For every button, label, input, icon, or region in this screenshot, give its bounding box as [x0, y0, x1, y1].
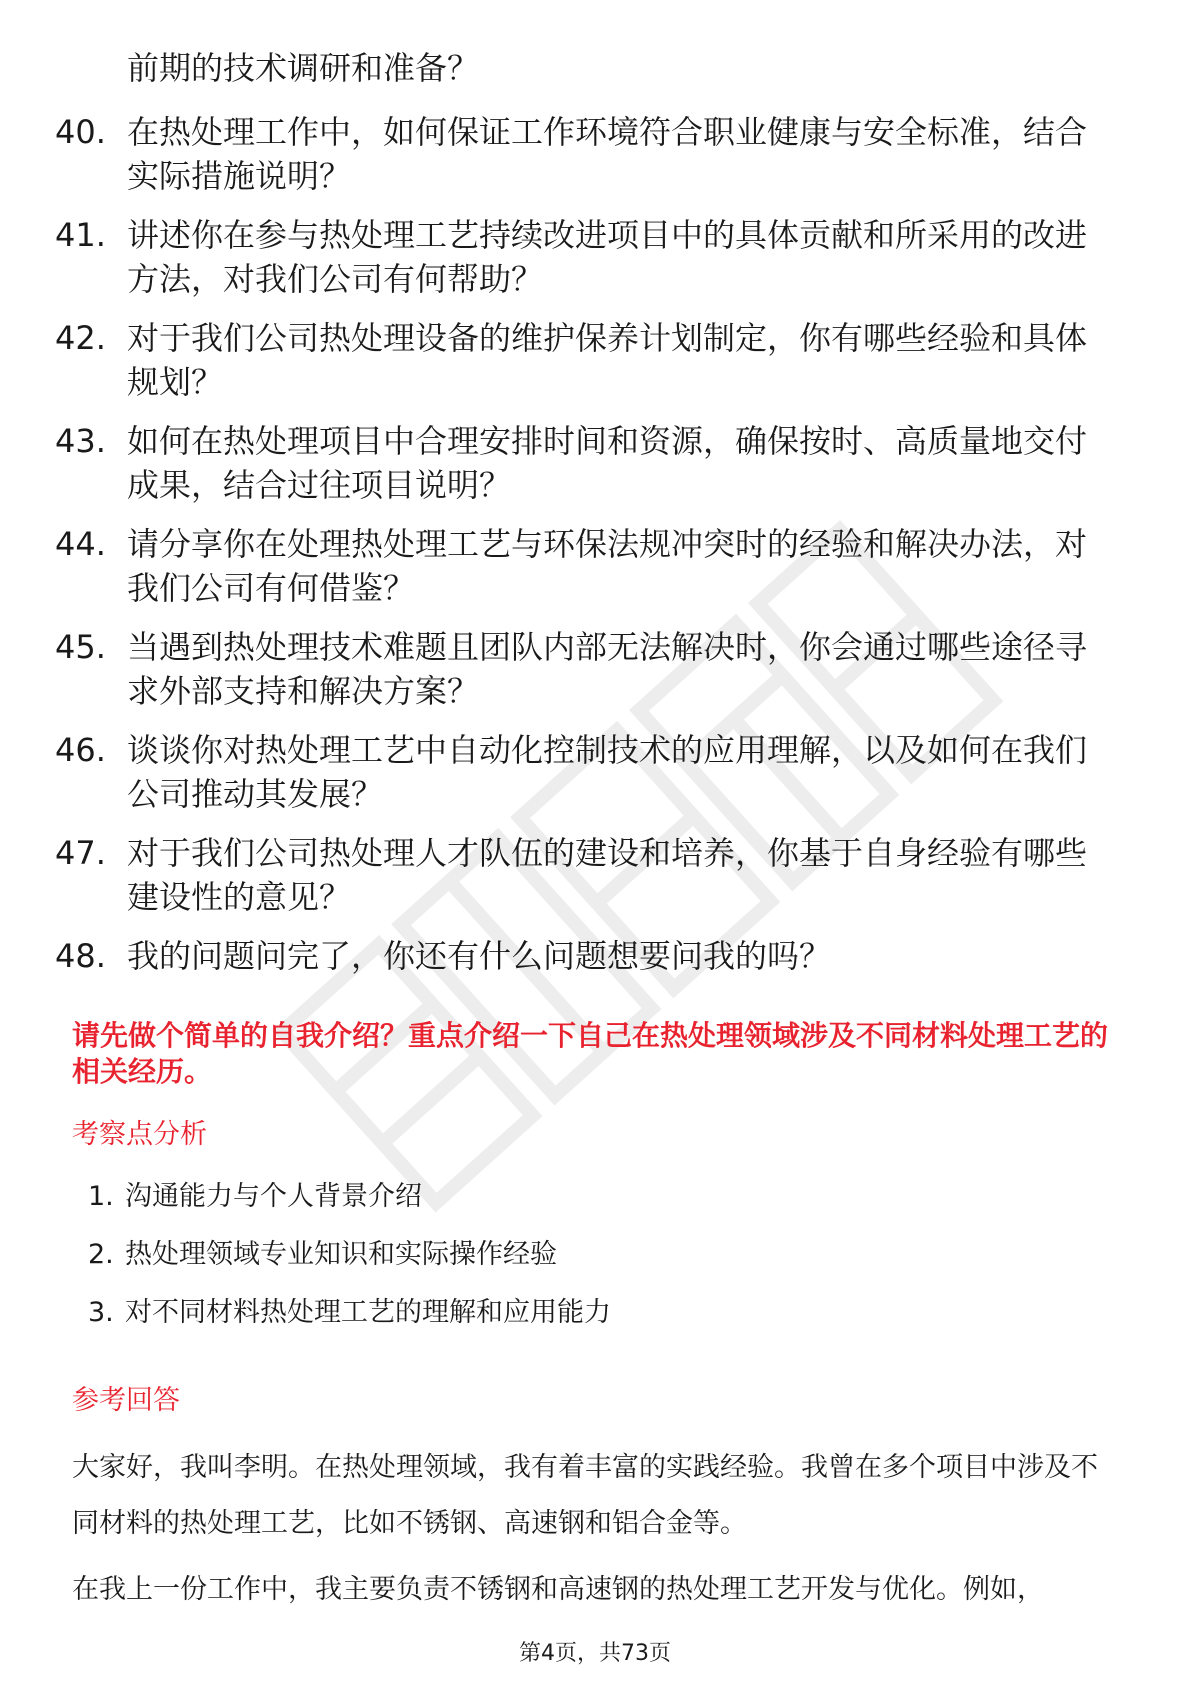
question-item	[0, 316, 1190, 419]
question-item	[0, 419, 1190, 522]
question-item	[0, 728, 1190, 831]
question-item	[0, 625, 1190, 728]
analysis-text: 沟通能力与个人背景介绍	[125, 1181, 422, 1212]
question-number: 41.	[55, 216, 106, 254]
analysis-item	[0, 1180, 1190, 1238]
analysis-number: 2.	[88, 1239, 114, 1270]
question-list	[0, 110, 1190, 1037]
analysis-list	[0, 1180, 1190, 1354]
page-number: 第4页，共73页	[519, 1641, 671, 1666]
question-text: 我的问题问完了，你还有什么问题想要问我的吗？	[127, 937, 832, 975]
analysis-number: 3.	[88, 1297, 114, 1328]
question-item	[0, 831, 1190, 934]
question-text: 讲述你在参与热处理工艺持续改进项目中的具体贡献和所采用的改进方法，对我们公司有何帮助？	[127, 216, 1088, 298]
question-text: 请分享你在处理热处理工艺与环保法规冲突时的经验和解决办法，对我们公司有何借鉴？	[127, 525, 1088, 607]
analysis-number: 1.	[88, 1181, 114, 1212]
analysis-text: 热处理领域专业知识和实际操作经验	[125, 1239, 557, 1270]
question-number: 45.	[55, 628, 106, 666]
question-number: 44.	[55, 525, 106, 563]
analysis-text: 对不同材料热处理工艺的理解和应用能力	[125, 1297, 611, 1328]
question-text: 在热处理工作中，如何保证工作环境符合职业健康与安全标准，结合实际措施说明？	[127, 113, 1088, 195]
analysis-title: 考察点分析	[72, 1119, 207, 1150]
question-continuation: 前期的技术调研和准备？	[127, 49, 480, 87]
featured-question: 请先做个简单的自我介绍？重点介绍一下自己在热处理领域涉及不同材料处理工艺的相关经历。	[72, 1019, 1109, 1088]
question-item	[0, 522, 1190, 625]
question-number: 47.	[55, 834, 106, 872]
analysis-item	[0, 1238, 1190, 1296]
question-item	[0, 110, 1190, 213]
question-text: 对于我们公司热处理人才队伍的建设和培养，你基于自身经验有哪些建设性的意见？	[127, 834, 1088, 916]
analysis-item	[0, 1296, 1190, 1354]
question-number: 43.	[55, 422, 106, 460]
question-number: 42.	[55, 319, 106, 357]
question-text: 谈谈你对热处理工艺中自动化控制技术的应用理解，以及如何在我们公司推动其发展？	[127, 731, 1088, 813]
question-item	[0, 213, 1190, 316]
reference-title: 参考回答	[72, 1385, 180, 1416]
question-text: 对于我们公司热处理设备的维护保养计划制定，你有哪些经验和具体规划？	[127, 319, 1088, 401]
answer-paragraph: 在我上一份工作中，我主要负责不锈钢和高速钢的热处理工艺开发与优化。例如，	[72, 1574, 1044, 1605]
question-text: 当遇到热处理技术难题且团队内部无法解决时，你会通过哪些途径寻求外部支持和解决方案？	[127, 628, 1088, 710]
question-number: 48.	[55, 937, 106, 975]
question-number: 40.	[55, 113, 106, 151]
answer-paragraph: 大家好，我叫李明。在热处理领域，我有着丰富的实践经验。我曾在多个项目中涉及不同材料的热处理工艺，比如不锈钢、高速钢和铝合金等。	[72, 1452, 1098, 1539]
question-number: 46.	[55, 731, 106, 769]
question-text: 如何在热处理项目中合理安排时间和资源，确保按时、高质量地交付成果，结合过往项目说明？	[127, 422, 1088, 504]
